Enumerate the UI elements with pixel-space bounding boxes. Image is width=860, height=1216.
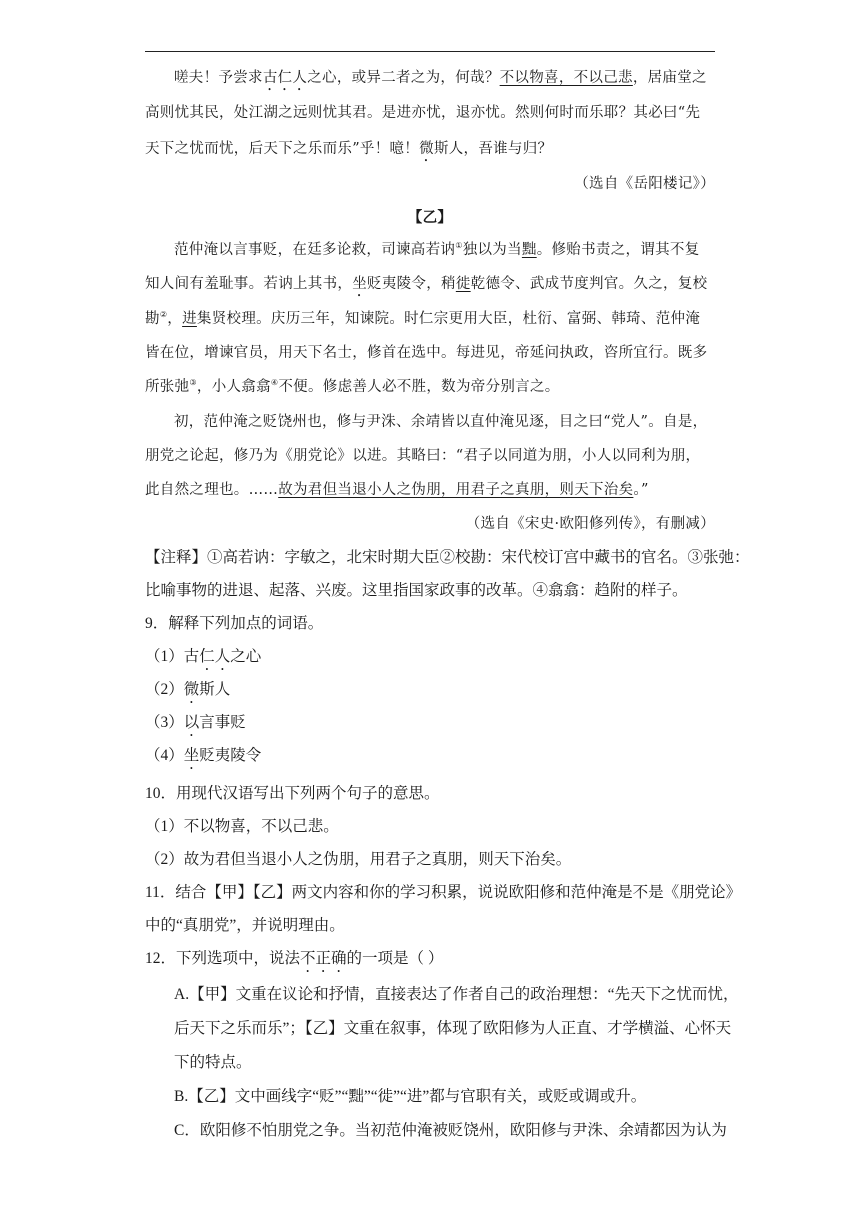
q9-item-2: （2）微斯人: [145, 681, 231, 698]
yi-line-3: 勘②，进集贤校理。庆历三年，知谏院。时仁宗更用大臣，杜衍、富弼、韩琦、范仲淹: [145, 310, 701, 327]
yi-line-1: 范仲淹以言事贬，在廷多论救，司谏高若讷①独以为当黜。修贻书责之，谓其不复: [174, 241, 700, 258]
yi-line-2: 知人间有羞耻事。若讷上其书，坐贬夷陵令，稍徙乾德令、武成节度判官。久之，复校: [145, 276, 708, 292]
notes-line-1: 【注释】①高若讷：字敏之，北宋时期大臣②校勘：宋代校订宫中藏书的官名。③张弛：: [145, 549, 750, 566]
yi-heading: 【乙】: [407, 209, 453, 226]
q11-line-2: 中的“真朋党”，并说明理由。: [145, 917, 345, 934]
q12-option-c: C．欧阳修不怕朋党之争。当初范仲淹被贬饶州，欧阳修与尹洙、余靖都因为认为: [174, 1122, 727, 1139]
q12-option-a-line-1: A.【甲】文重在议论和抒情，直接表达了作者自己的政治理想：“先天下之忧而忧，: [174, 986, 739, 1003]
q10-sentence-1: （1）不以物喜，不以己悲。: [145, 818, 339, 835]
top-rule: [145, 51, 715, 52]
yi-line-8: 此自然之理也。……故为君但当退小人之伪朋，用君子之真朋，则天下治矣。”: [145, 482, 649, 498]
yi-line-5: 所张弛③，小人翕翕④不便。修虑善人必不胜，数为帝分别言之。: [145, 378, 560, 395]
jia-source: （选自《岳阳楼记》）: [574, 176, 715, 192]
jia-line-3: 天下之忧而忧，后天下之乐而乐”乎！噫！微斯人，吾谁与归？: [145, 141, 553, 157]
q12-option-a-line-3: 下的特点。: [174, 1054, 252, 1071]
notes-line-2: 比喻事物的进退、起落、兴废。这里指国家政事的改革。④翕翕：趋附的样子。: [145, 582, 688, 599]
q12-option-a-line-2: 后天下之乐而乐”；【乙】文重在叙事，体现了欧阳修为人正直、才学横溢、心怀天: [174, 1020, 732, 1037]
q10-stem: 10．用现代汉语写出下列两个句子的意思。: [145, 785, 440, 802]
q12-option-b: B.【乙】文中画线字“贬”“黜”“徙”“进”都与官职有关，或贬或调或升。: [174, 1088, 647, 1105]
q12-stem: 12．下列选项中，说法不正确的一项是（ ）: [145, 950, 444, 967]
yi-line-6: 初，范仲淹之贬饶州也，修与尹洙、余靖皆以直仲淹见逐，目之曰“党人”。自是，: [174, 414, 708, 430]
q9-item-1: （1）古仁人之心: [145, 648, 262, 665]
q11-line-1: 11．结合【甲】【乙】两文内容和你的学习积累，说说欧阳修和范仲淹是不是《朋党论》: [145, 884, 742, 901]
yi-line-4: 皆在位，增谏官员，用天下名士，修首在选中。每进见，帝延问执政，咨所宜行。既多: [145, 345, 708, 361]
jia-line-1: 嗟夫！予尝求古仁人之心，或异二者之为，何哉？不以物喜，不以己悲，居庙堂之: [174, 70, 707, 86]
yi-line-7: 朋党之论起，修乃为《朋党论》以进。其略曰：“君子以同道为朋，小人以同利为朋，: [145, 448, 701, 464]
q9-stem: 9．解释下列加点的词语。: [145, 615, 324, 632]
q9-item-4: （4）坐贬夷陵令: [145, 747, 262, 764]
yi-source: （选自《宋史·欧阳修列传》，有删减）: [465, 516, 715, 532]
q10-sentence-2: （2）故为君但当退小人之伪朋，用君子之真朋，则天下治矣。: [145, 851, 572, 868]
q9-item-3: （3）以言事贬: [145, 714, 246, 731]
jia-line-2: 高则忧其民，处江湖之远则忧其君。是进亦忧，退亦忧。然则何时而乐耶？其必曰“先: [145, 105, 701, 121]
